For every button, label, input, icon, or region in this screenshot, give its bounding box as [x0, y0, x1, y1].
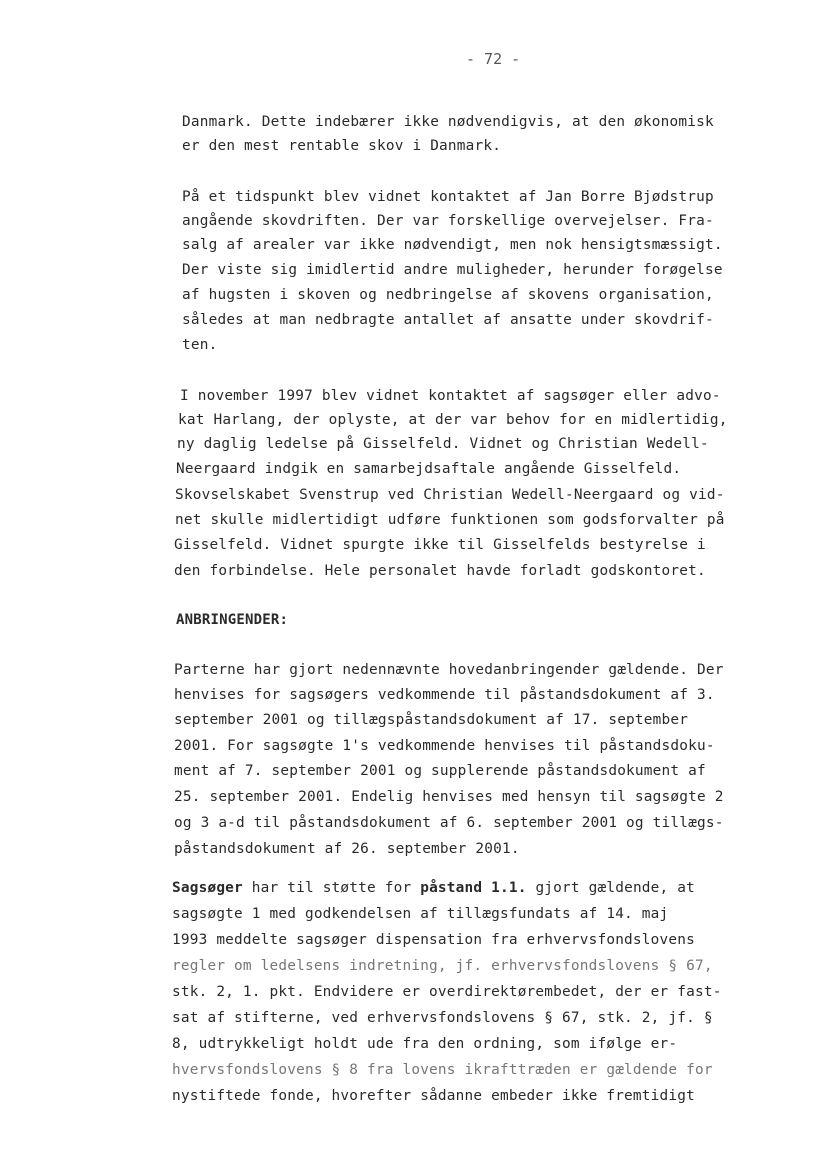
text-line: Skovselskabet Svenstrup ved Christian Wedell-Neergaard og vid-	[175, 487, 725, 503]
text-line: påstandsdokument af 26. september 2001.	[174, 841, 520, 857]
inline-text: gjort gældende, at	[526, 880, 695, 896]
text-line: og 3 a-d til påstandsdokument af 6. september 2001 og tillægs-	[174, 815, 724, 831]
inline-text: har til støtte for	[242, 880, 421, 896]
text-line-first	[172, 880, 695, 896]
text-line: Danmark. Dette indebærer ikke nødvendigvis, at den økonomisk	[182, 114, 714, 130]
text-line: kat Harlang, der oplyste, at der var behov for en midlertidig,	[178, 412, 728, 428]
text-line: salg af arealer var ikke nødvendigt, men nok hensigtsmæssigt.	[182, 237, 723, 253]
text-line: ny daglig ledelse på Gisselfeld. Vidnet og Christian Wedell-	[177, 436, 709, 452]
text-line: ment af 7. september 2001 og supplerende påstandsdokument af	[174, 763, 706, 779]
text-line: 2001. For sagsøgte 1's vedkommende henvises til påstandsdoku-	[174, 738, 715, 754]
text-line: er den mest rentable skov i Danmark.	[182, 138, 502, 154]
text-line: net skulle midlertidigt udføre funktionen som godsforvalter på	[175, 512, 725, 528]
text-line: I november 1997 blev vidnet kontaktet af sagsøger eller advo-	[180, 388, 721, 404]
text-line: Der viste sig imidlertid andre muligheder, herunder forøgelse	[182, 262, 723, 278]
text-line: 25. september 2001. Endelig henvises med hensyn til sagsøgte 2	[174, 789, 724, 805]
text-line: af hugsten i skoven og nedbringelse af skovens organisation,	[182, 287, 714, 303]
text-line: stk. 2, 1. pkt. Endvidere er overdirektørembedet, der er fast-	[172, 984, 722, 1000]
text-line: angående skovdriften. Der var forskellige overvejelser. Fra-	[182, 213, 714, 229]
text-line: sagsøgte 1 med godkendelsen af tillægsfundats af 14. maj	[172, 906, 669, 922]
text-line: således at man nedbragte antallet af ansatte under skovdrif-	[182, 312, 714, 328]
section-heading: ANBRINGENDER:	[176, 612, 289, 628]
text-line: september 2001 og tillægspåstandsdokument af 17. september	[174, 712, 689, 728]
text-line: hvervsfondslovens § 8 fra lovens ikrafttræden er gældende for	[172, 1062, 713, 1078]
text-line: henvises for sagsøgers vedkommende til påstandsdokument af 3.	[174, 687, 715, 703]
text-line: Gisselfeld. Vidnet spurgte ikke til Gisselfelds bestyrelse i	[174, 537, 706, 553]
text-line: Parterne har gjort nedennævnte hovedanbringender gældende. Der	[174, 662, 724, 678]
bold-term: påstand 1.1.	[420, 880, 527, 896]
text-line: 1993 meddelte sagsøger dispensation fra erhvervsfondslovens	[172, 932, 695, 948]
text-line: den forbindelse. Hele personalet havde forladt godskontoret.	[174, 563, 706, 579]
text-line: På et tidspunkt blev vidnet kontaktet af Jan Borre Bjødstrup	[182, 189, 714, 205]
text-line: nystiftede fonde, hvorefter sådanne embeder ikke fremtidigt	[172, 1088, 695, 1104]
text-line: ten.	[182, 337, 218, 353]
bold-term: Sagsøger	[172, 880, 243, 896]
text-line: 8, udtrykkeligt holdt ude fra den ordning, som ifølge er-	[172, 1036, 678, 1052]
text-line: regler om ledelsens indretning, jf. erhvervsfondslovens § 67,	[172, 958, 713, 974]
page-number: - 72 -	[466, 50, 521, 68]
text-line: sat af stifterne, ved erhvervsfondslovens § 67, stk. 2, jf. §	[172, 1010, 713, 1026]
text-line: Neergaard indgik en samarbejdsaftale angående Gisselfeld.	[176, 461, 682, 477]
